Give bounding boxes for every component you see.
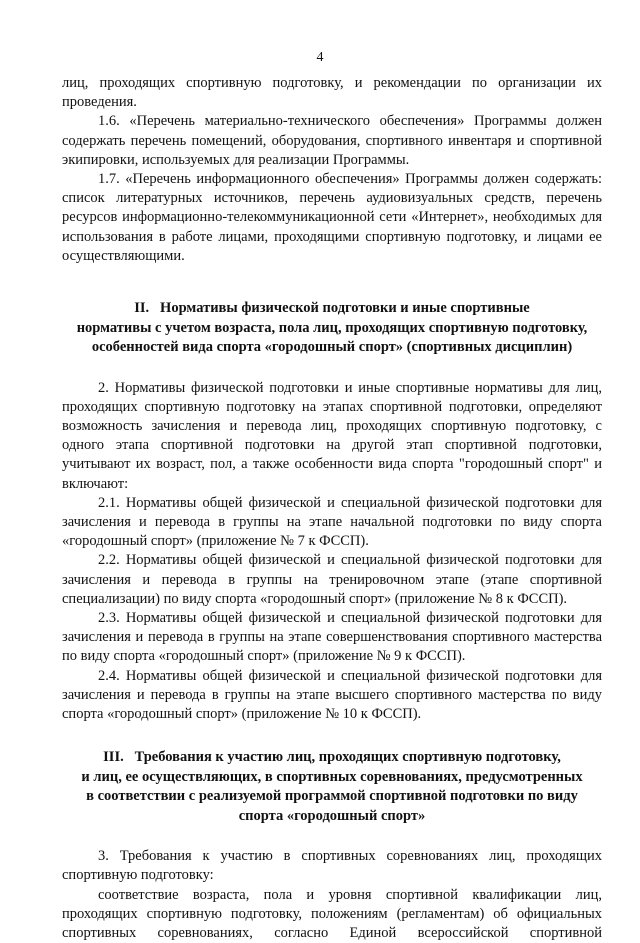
paragraph-2-3: 2.3. Нормативы общей физической и специальной физической подготовки для зачисления и перевода в группы на этапе совершенствования спортивного мастерства по виду спорта «городошный спорт» (приложение № 9 к ФССП). xyxy=(62,609,602,665)
paragraph-3: 3. Требования к участию в спортивных соревнованиях лиц, проходящих спортивную подготовку: xyxy=(62,848,602,884)
section-2-heading-line: особенностей вида спорта «городошный спорт» (спортивных дисциплин) xyxy=(91,339,573,356)
section-3-heading-line: и лиц, ее осуществляющих, в спортивных соревнованиях, предусмотренных xyxy=(81,768,583,785)
section-2-heading-line: II. Нормативы физической подготовки и иные спортивные xyxy=(134,300,530,317)
section-2-heading xyxy=(62,299,602,358)
paragraph-2-4: 2.4. Нормативы общей физической и специальной физической подготовки для зачисления и перевода в группы на этапе высшего спортивного мастерства по виду спорта «городошный спорт» (приложение № 10 к ФССП). xyxy=(62,667,602,722)
section-3-heading-line: спорта «городошный спорт» xyxy=(238,807,426,824)
page-number: 4 xyxy=(316,50,324,65)
section-2-heading-line: нормативы с учетом возраста, пола лиц, проходящих спортивную подготовку, xyxy=(76,319,588,336)
section-3-heading-line: в соответствии с реализуемой программой спортивной подготовки по виду xyxy=(86,788,578,805)
paragraph-3-requirement: соответствие возраста, пола и уровня спортивной квалификации лиц, проходящих спортивную подготовку, положениям (регламентам) об официальных спортивных соревнованиях, согласно Единой всероссийской спортивной xyxy=(62,886,602,941)
paragraph-1-7: 1.7. «Перечень информационного обеспечения» Программы должен содержать: список литературных источников, перечень аудиовизуальных средств, перечень ресурсов информационно-телекоммуникационной сети «Интернет», необходимых для использования в работе лицами, проходящими спортивную подготовку, и лицами ее осуществляющими. xyxy=(62,171,602,264)
paragraph-continuation: лиц, проходящих спортивную подготовку, и рекомендации по организации их проведения. xyxy=(62,75,602,111)
section-3-heading xyxy=(62,748,602,826)
paragraph-2-1: 2.1. Нормативы общей физической и специальной физической подготовки для зачисления и перевода в группы на этапе начальной подготовки по виду спорта «городошный спорт» (приложение № 7 к ФССП). xyxy=(62,494,602,550)
section-3-heading-line: III. Требования к участию лиц, проходящих спортивную подготовку, xyxy=(103,749,561,766)
paragraph-1-6: 1.6. «Перечень материально-технического обеспечения» Программы должен содержать перечень помещений, оборудования, спортивного инвентаря и спортивной экипировки, используемых для реализации Программы. xyxy=(62,113,602,168)
paragraph-2: 2. Нормативы физической подготовки и иные спортивные нормативы для лиц, проходящих спортивную подготовку на этапах спортивной подготовки, определяют возможность зачисления и перевода лиц, проходящих спортивную подготовку, с одного этапа спортивной подготовки на другой этап спортивной подготовки, учитывают их возраст, пол, а также особенности вида спорта "городошный спорт" и включают: xyxy=(62,379,602,492)
document-body xyxy=(62,74,602,943)
paragraph-2-2: 2.2. Нормативы общей физической и специальной физической подготовки для зачисления и перевода в группы на тренировочном этапе (этапе спортивной специализации) по виду спорта «городошный спорт» (приложение № 8 к ФССП). xyxy=(62,552,602,607)
